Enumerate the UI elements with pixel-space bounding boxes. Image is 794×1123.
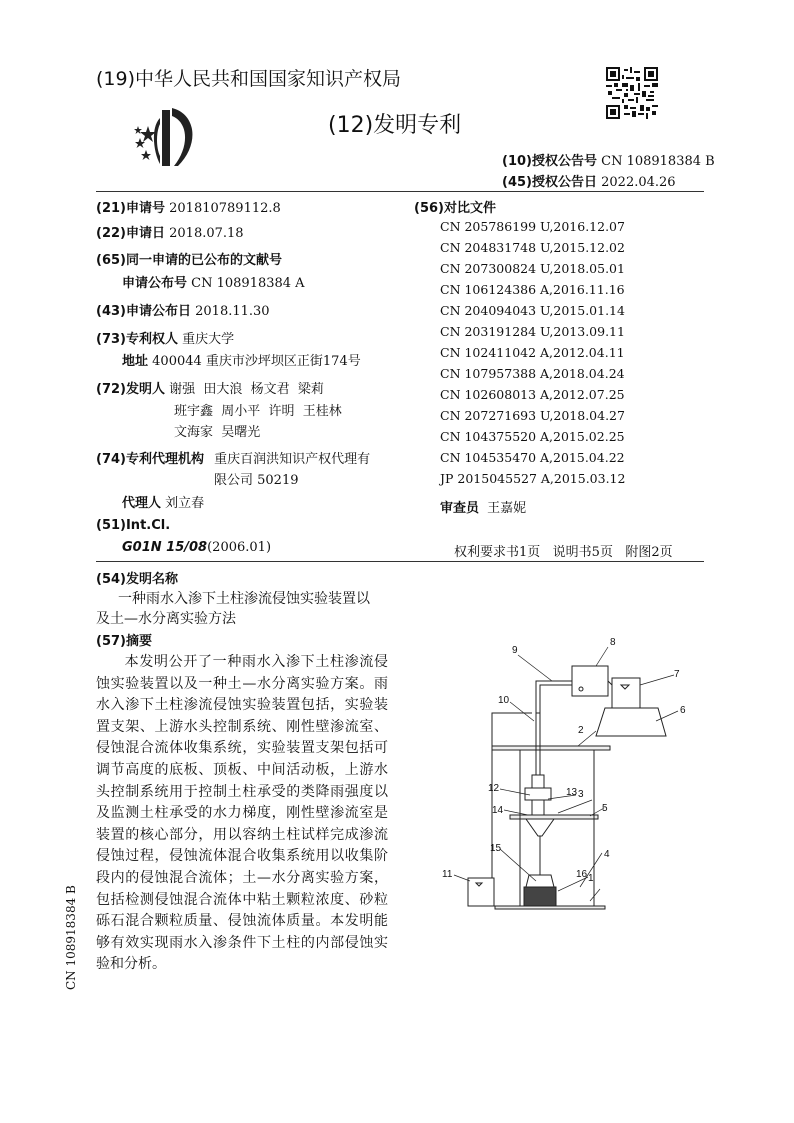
doc-type: (12)发明专利 [328, 113, 462, 138]
invention-title-line1: 一种雨水入渗下土柱渗流侵蚀实验装置以 [118, 591, 370, 607]
figure-label: 9 [512, 645, 518, 656]
agent: 刘立春 [165, 496, 205, 511]
citation-item: CN 204831748 U,2015.12.02 [440, 240, 625, 255]
citation-item: CN 102411042 A,2012.04.11 [440, 345, 625, 360]
intcl-code: G01N 15/08 [122, 540, 208, 555]
address: 400044 重庆市沙坪坝区正街174号 [152, 354, 361, 369]
cnipa-logo-icon [126, 104, 206, 172]
citation-item: CN 102608013 A,2012.07.25 [440, 387, 625, 402]
apparatus-figure [440, 625, 712, 920]
top-plate [492, 746, 610, 750]
filing-date: 2018.07.18 [169, 226, 244, 241]
invention-title-label: (54)发明名称 [96, 572, 178, 587]
agency-label: (74)专利代理机构 [96, 452, 204, 467]
examiner-row [440, 497, 526, 516]
office-name: (19)中华人民共和国国家知识产权局 [96, 68, 402, 90]
citations-label: (56)对比文件 [414, 201, 496, 216]
figure-label: 2 [578, 725, 584, 736]
reservoir-stand [596, 708, 666, 736]
grant-pub-no: CN 108918384 B [601, 154, 715, 169]
inventors-label: (72)发明人 [96, 382, 165, 397]
grant-pub-date-label: (45)授权公告日 [502, 175, 597, 190]
figure-label: 10 [498, 695, 510, 706]
biblio-divider [96, 561, 704, 562]
agent-row [122, 492, 204, 511]
figure-label: 15 [490, 843, 502, 854]
address-label: 地址 [122, 354, 149, 369]
supply-tube [540, 685, 572, 715]
filing-date-label: (22)申请日 [96, 226, 165, 241]
prior-pub-label: (65)同一申请的已公布的文献号 [96, 253, 282, 268]
abstract-header [96, 630, 152, 649]
title-label [96, 568, 178, 587]
filing-date-row [96, 222, 244, 241]
figure-label: 5 [602, 803, 608, 814]
app-no: 201810789112.8 [169, 201, 281, 216]
agency-line1: 重庆百润洪知识产权代理有 [214, 452, 371, 467]
app-no-row [96, 197, 281, 216]
outflow-tank [468, 878, 494, 906]
citation-item: CN 207300824 U,2018.05.01 [440, 261, 625, 276]
inventors-line3: 文海家 吴曙光 [174, 425, 261, 440]
examiner-label: 审查员 [440, 501, 480, 516]
agency-row [96, 448, 370, 467]
figure-label: 1 [588, 873, 594, 884]
address-row [122, 350, 361, 369]
citation-item: CN 203191284 U,2013.09.11 [440, 324, 625, 339]
collector-lid [526, 875, 554, 887]
invention-title-line2: 及土—水分离实验方法 [96, 611, 236, 627]
intcl-label: (51)Int.Cl. [96, 518, 171, 533]
header-divider [96, 191, 704, 192]
figure-label: 11 [442, 869, 453, 880]
upstream-tank [572, 666, 608, 696]
agency-line2: 限公司 50219 [214, 473, 299, 488]
side-doc-number: CN 108918384 B [64, 885, 78, 990]
reservoir [612, 678, 640, 708]
citation-item: CN 207271693 U,2018.04.27 [440, 408, 625, 423]
figure-label: 3 [578, 789, 584, 800]
citation-item: JP 2015045527 A,2015.03.12 [440, 471, 626, 486]
figure-label: 16 [576, 869, 588, 880]
citations-header [414, 197, 496, 216]
citation-item: CN 104535470 A,2015.04.22 [440, 450, 625, 465]
citation-item: CN 107957388 A,2018.04.24 [440, 366, 625, 381]
intcl-version: (2006.01) [207, 540, 272, 555]
grant-pub-date: 2022.04.26 [601, 175, 676, 190]
citation-item: CN 106124386 A,2016.11.16 [440, 282, 625, 297]
collection-beaker [524, 887, 556, 906]
citation-item: CN 205786199 U,2016.12.07 [440, 219, 625, 234]
prior-pub-row [96, 249, 282, 268]
middle-plate [510, 815, 598, 819]
app-pub-date: 2018.11.30 [195, 304, 270, 319]
figure-label: 13 [566, 787, 578, 798]
soil-sample [525, 788, 551, 800]
figure-label: 4 [604, 849, 610, 860]
figure-label: 12 [488, 783, 500, 794]
qr-code-icon [606, 67, 658, 119]
abstract-body: 本发明公开了一种雨水入渗下土柱渗流侵蚀实验装置以及一种土—水分离实验方案。雨水入渗下土柱渗流侵蚀实验装置包括，实验装置支架、上游水头控制系统、刚性壁渗流室、侵蚀混合流体收集系统，实验装置支架包括可调节高度的底板、顶板、中间活动板，上游水头控制系统用于控制土柱承受的类降雨强度以及监测土柱承受的水力梯度，刚性壁渗流室是装置的核心部分，用以容纳土柱试样完成渗流侵蚀过程，侵蚀流体混合收集系统用以收集阶段内的侵蚀混合流体；土—水分离实验方案，包括检测侵蚀混合流体中粘土颗粒浓度、砂粒砾石混合颗粒质量、侵蚀流体质量。本发明能够有效实现雨水入渗条件下土柱的内部侵蚀实验和分析。 [96, 654, 388, 973]
app-pub-date-row [96, 300, 270, 319]
abstract-text [96, 652, 388, 976]
supply-tube [536, 681, 572, 715]
intcl-row [96, 518, 170, 533]
figure-label: 8 [610, 637, 616, 648]
overflow-pipe [608, 681, 612, 685]
app-pub-no-label: 申请公布号 [122, 276, 188, 291]
inventors-line1: 谢强 田大浪 杨文君 梁莉 [169, 382, 324, 397]
pages-info: 权利要求书1页 说明书5页 附图2页 [454, 545, 673, 560]
funnel [526, 819, 554, 836]
citation-item: CN 104375520 A,2015.02.25 [440, 429, 625, 444]
grant-pub-no-row [502, 150, 715, 169]
grant-pub-no-label: (10)授权公告号 [502, 154, 597, 169]
patentee: 重庆大学 [182, 332, 235, 347]
patentee-label: (73)专利权人 [96, 332, 178, 347]
patentee-row [96, 328, 234, 347]
inventors-line2: 班宇鑫 周小平 许明 王桂林 [174, 404, 342, 419]
app-pub-no: CN 108918384 A [191, 276, 305, 291]
figure-label: 6 [680, 705, 686, 716]
examiner: 王嘉妮 [487, 501, 527, 516]
app-pub-date-label: (43)申请公布日 [96, 304, 191, 319]
figure-label: 7 [674, 669, 680, 680]
figure-label: 14 [492, 805, 504, 816]
citation-item: CN 204094043 U,2015.01.14 [440, 303, 625, 318]
app-pub-no-row [122, 272, 305, 291]
inventors-row [96, 378, 324, 397]
intcl-class-row [122, 540, 271, 555]
agent-label: 代理人 [122, 496, 162, 511]
grant-pub-date-row [502, 171, 676, 190]
app-no-label: (21)申请号 [96, 201, 165, 216]
abstract-label: (57)摘要 [96, 634, 152, 649]
